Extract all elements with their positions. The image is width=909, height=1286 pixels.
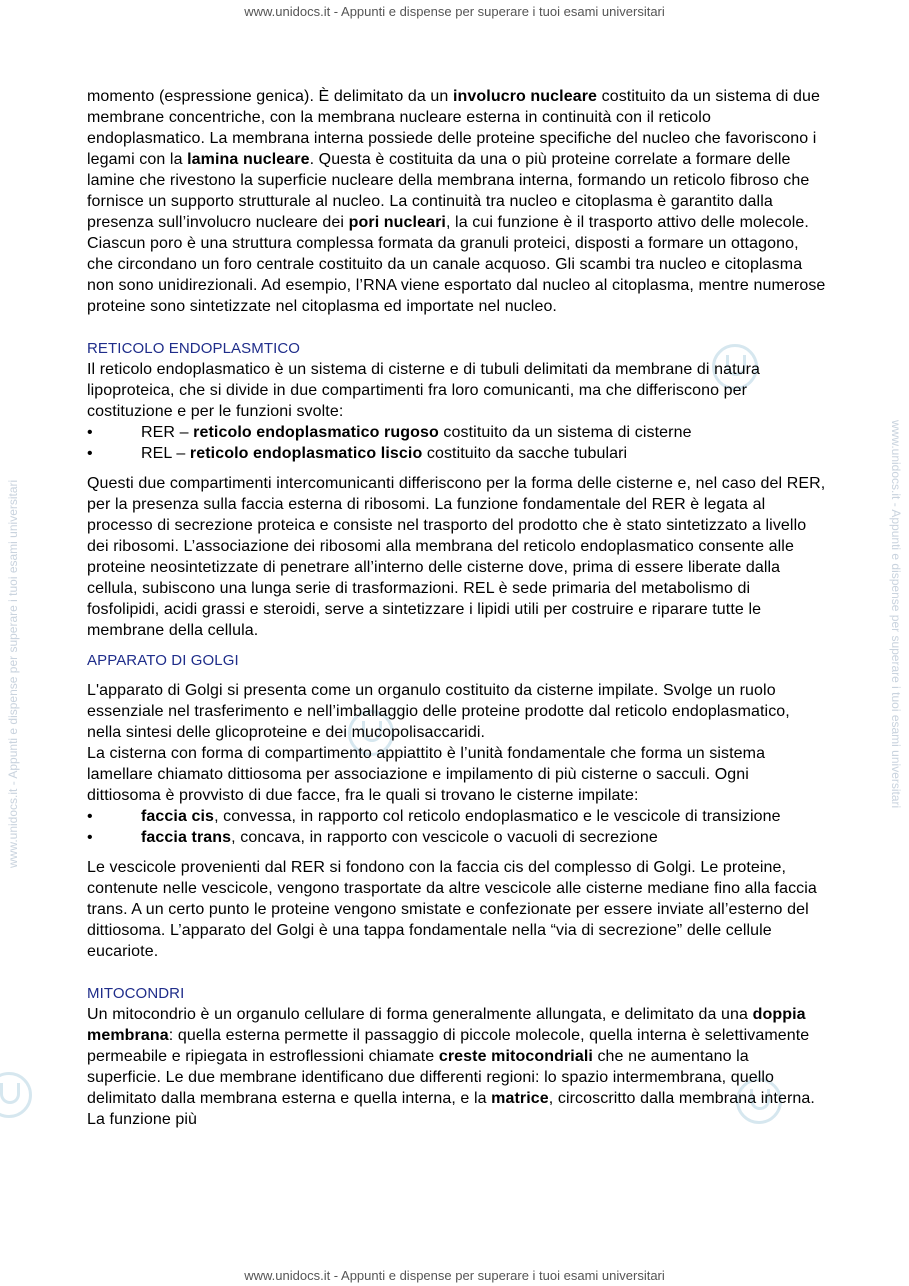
golgi-paragraph-1: L'apparato di Golgi si presenta come un organulo costituito da cisterne impilate. Svolge un ruolo essenziale nel trasferimento e nell’imballaggio delle proteine prodotte dal reticolo endoplasmatico, nella sintesi delle glicoproteine e dei mucopolisaccaridi. (87, 682, 790, 741)
footer-watermark: www.unidocs.it - Appunti e dispense per superare i tuoi esami universitari (244, 1268, 665, 1283)
nucleo-paragraph: momento (espressione genica). È delimitato da un involucro nucleare costituito da un sistema di due membrane concentriche, con la membrana nucleare esterna in continuità con il reticolo endoplasmatico. La membrana interna possiede delle proteine specifiche del nucleo che favoriscono i legami con la lamina nucleare. Questa è costituita da una o più proteine correlate a formare delle lamine che rivestono la superficie nucleare della membrana interna, formando un reticolo fibroso che fornisce un supporto strutturale al nucleo. La continuità tra nucleo e citoplasma è garantito dalla presenza sull’involucro nucleare dei pori nucleari, la cui funzione è il trasporto attivo delle molecole. Ciascun poro è una struttura complessa formata da granuli proteici, disposti a formare un ottagono, che circondano un foro centrale costituito da un canale acquoso. Gli scambi tra nucleo e citoplasma non sono unidirezionali. Ad esempio, l’RNA viene esportato dal nucleo al citoplasma, mentre numerose proteine sono sintetizzate nel citoplasma ed importate nel nucleo. (87, 88, 826, 315)
list-item: • REL – reticolo endoplasmatico liscio costituito da sacche tubulari (87, 445, 628, 462)
section-heading-reticolo: RETICOLO ENDOPLASMTICO (87, 340, 301, 357)
reticolo-body: Questi due compartimenti intercomunicanti differiscono per la forma delle cisterne e, nel caso del RER, per la presenza sulla faccia esterna di ribosomi. La funzione fondamentale del RER è legata al processo di secrezione proteica e consiste nel trasporto del prodotto che è stato sintetizzato a livello dei ribosomi. L’associazione dei ribosomi alla membrana del reticolo endoplasmatico consente alle proteine neosintetizzate di penetrare all’interno delle cisterne dove, prima di essere liberate dalla cellula, subiscono una lunga serie di trasformazioni. REL è sede primaria del metabolismo di fosfolipidi, acidi grassi e steroidi, serve a sintetizzare i lipidi utili per costruire e riparare tutte le membrane della cellula. (87, 475, 826, 639)
golgi-paragraph-2: La cisterna con forma di compartimento appiattito è l’unità fondamentale che forma un sistema lamellare chiamato dittiosoma per associazione e impilamento di più cisterne o sacculi. Ogni dittiosoma è provvisto di due facce, fra le quali si trovano le cisterne impilate: (87, 745, 766, 804)
mitocondri-paragraph: Un mitocondrio è un organulo cellulare di forma generalmente allungata, e delimitato da una doppia membrana: quella esterna permette il passaggio di piccole molecole, quella interna è selettivamente permeabile e ripiegata in estroflessioni chiamate creste mitocondriali che ne aumentano la superficie. Le due membrane identificano due differenti regioni: lo spazio intermembrana, quello delimitato dalla membrana esterna e quella interna, e la matrice, circoscritto dalla membrana interna. La funzione più (87, 1006, 815, 1128)
document-body (87, 86, 827, 1130)
reticolo-intro: Il reticolo endoplasmatico è un sistema di cisterne e di tubuli delimitati da membrane di natura lipoproteica, che si divide in due compartimenti fra loro comunicanti, ma che differiscono per costituzione e per le funzioni svolte: (87, 361, 761, 420)
golgi-paragraph-3: Le vescicole provenienti dal RER si fondono con la faccia cis del complesso di Golgi. Le proteine, contenute nelle vescicole, vengono trasportate da altre vescicole alle cisterne mediane fino alla faccia trans. A un certo punto le proteine vengono smistate e confezionate per essere inviate all’esterno del dittiosoma. L’apparato del Golgi è una tappa fondamentale nella “via di secrezione” delle cellule eucariote. (87, 859, 817, 960)
list-item: • faccia cis, convessa, in rapporto col reticolo endoplasmatico e le vescicole di transizione (87, 808, 781, 825)
header-watermark: www.unidocs.it - Appunti e dispense per superare i tuoi esami universitari (244, 4, 665, 19)
section-heading-golgi: APPARATO DI GOLGI (87, 652, 239, 669)
unidocs-logo-icon (0, 1072, 32, 1118)
side-watermark-right: www.unidocs.it - Appunti e dispense per superare i tuoi esami universitari (889, 420, 903, 809)
section-heading-mitocondri: MITOCONDRI (87, 985, 185, 1002)
list-item: • faccia trans, concava, in rapporto con vescicole o vacuoli di secrezione (87, 829, 658, 846)
list-item: • RER – reticolo endoplasmatico rugoso costituito da un sistema di cisterne (87, 424, 692, 441)
side-watermark-left: www.unidocs.it - Appunti e dispense per superare i tuoi esami universitari (6, 479, 20, 868)
